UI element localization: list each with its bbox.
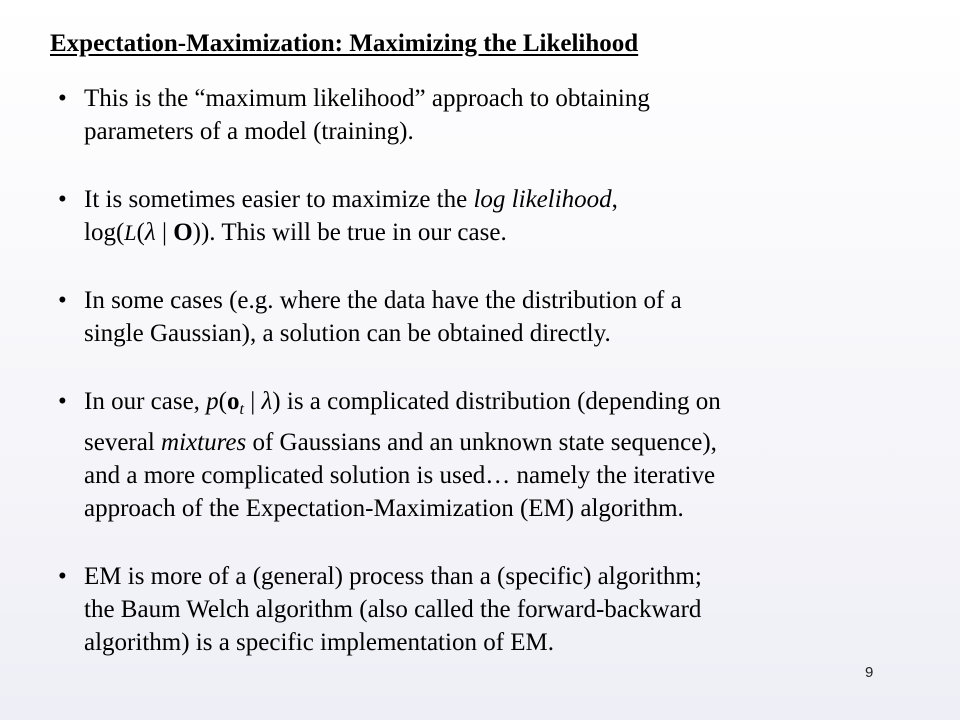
bullet-text-line: EM is more of a (general) process than a (specific) algorithm;	[84, 563, 702, 590]
bullet-text: ,	[611, 186, 618, 213]
formula-text: |	[155, 219, 174, 246]
bullet-dot-icon: •	[58, 186, 67, 213]
formula-text: )). This will be true in our case.	[192, 219, 507, 246]
lambda-symbol: λ	[261, 388, 273, 415]
page-number: 9	[865, 664, 874, 681]
bullet-dot-icon: •	[58, 85, 67, 112]
formula-text: (	[136, 219, 145, 246]
bullet-text-line: algorithm) is a specific implementation of EM.	[84, 629, 555, 656]
bullet-direct-solution	[58, 284, 918, 350]
bullet-dot-icon: •	[58, 287, 67, 314]
slide-title: Expectation-Maximization: Maximizing the Likelihood	[50, 30, 639, 57]
bullet-text: It is sometimes easier to maximize the	[84, 186, 474, 213]
bullet-text-line: approach of the Expectation-Maximization (EM) algorithm.	[84, 495, 684, 522]
p-symbol: p	[206, 388, 219, 415]
t-subscript: t	[239, 401, 244, 418]
o-symbol: o	[227, 388, 240, 415]
bullet-em-process	[58, 560, 918, 659]
bullet-list	[58, 82, 918, 694]
bullet-text-line: single Gaussian), a solution can be obtained directly.	[84, 320, 611, 347]
bullet-text: of Gaussians and an unknown state sequence),	[246, 429, 717, 456]
bullet-our-case	[58, 385, 918, 525]
formula-text: log(	[84, 219, 125, 246]
bullet-text-line: the Baum Welch algorithm (also called the forward-backward	[84, 596, 702, 623]
lambda-symbol: λ	[144, 219, 156, 246]
likelihood-symbol: L	[124, 220, 137, 245]
bullet-text-line: and a more complicated solution is used… namely the iterative	[84, 462, 716, 489]
observation-symbol: O	[173, 219, 193, 246]
formula-text: (	[218, 388, 227, 415]
bullet-text-line: This is the “maximum likelihood” approach to obtaining	[84, 85, 650, 112]
bullet-text: In our case,	[84, 388, 207, 415]
bullet-dot-icon: •	[58, 563, 67, 590]
emphasis-text: mixtures	[161, 429, 247, 456]
bullet-log-likelihood	[58, 183, 918, 249]
bullet-maximum-likelihood	[58, 82, 918, 148]
bullet-text-line: parameters of a model (training).	[84, 118, 414, 145]
bullet-dot-icon: •	[58, 388, 67, 415]
formula-text: |	[243, 388, 262, 415]
emphasis-text: log likelihood	[473, 186, 612, 213]
bullet-text: several	[84, 429, 162, 456]
bullet-text-line: In some cases (e.g. where the data have the distribution of a	[84, 287, 682, 314]
bullet-text: ) is a complicated distribution (depending on	[272, 388, 721, 415]
